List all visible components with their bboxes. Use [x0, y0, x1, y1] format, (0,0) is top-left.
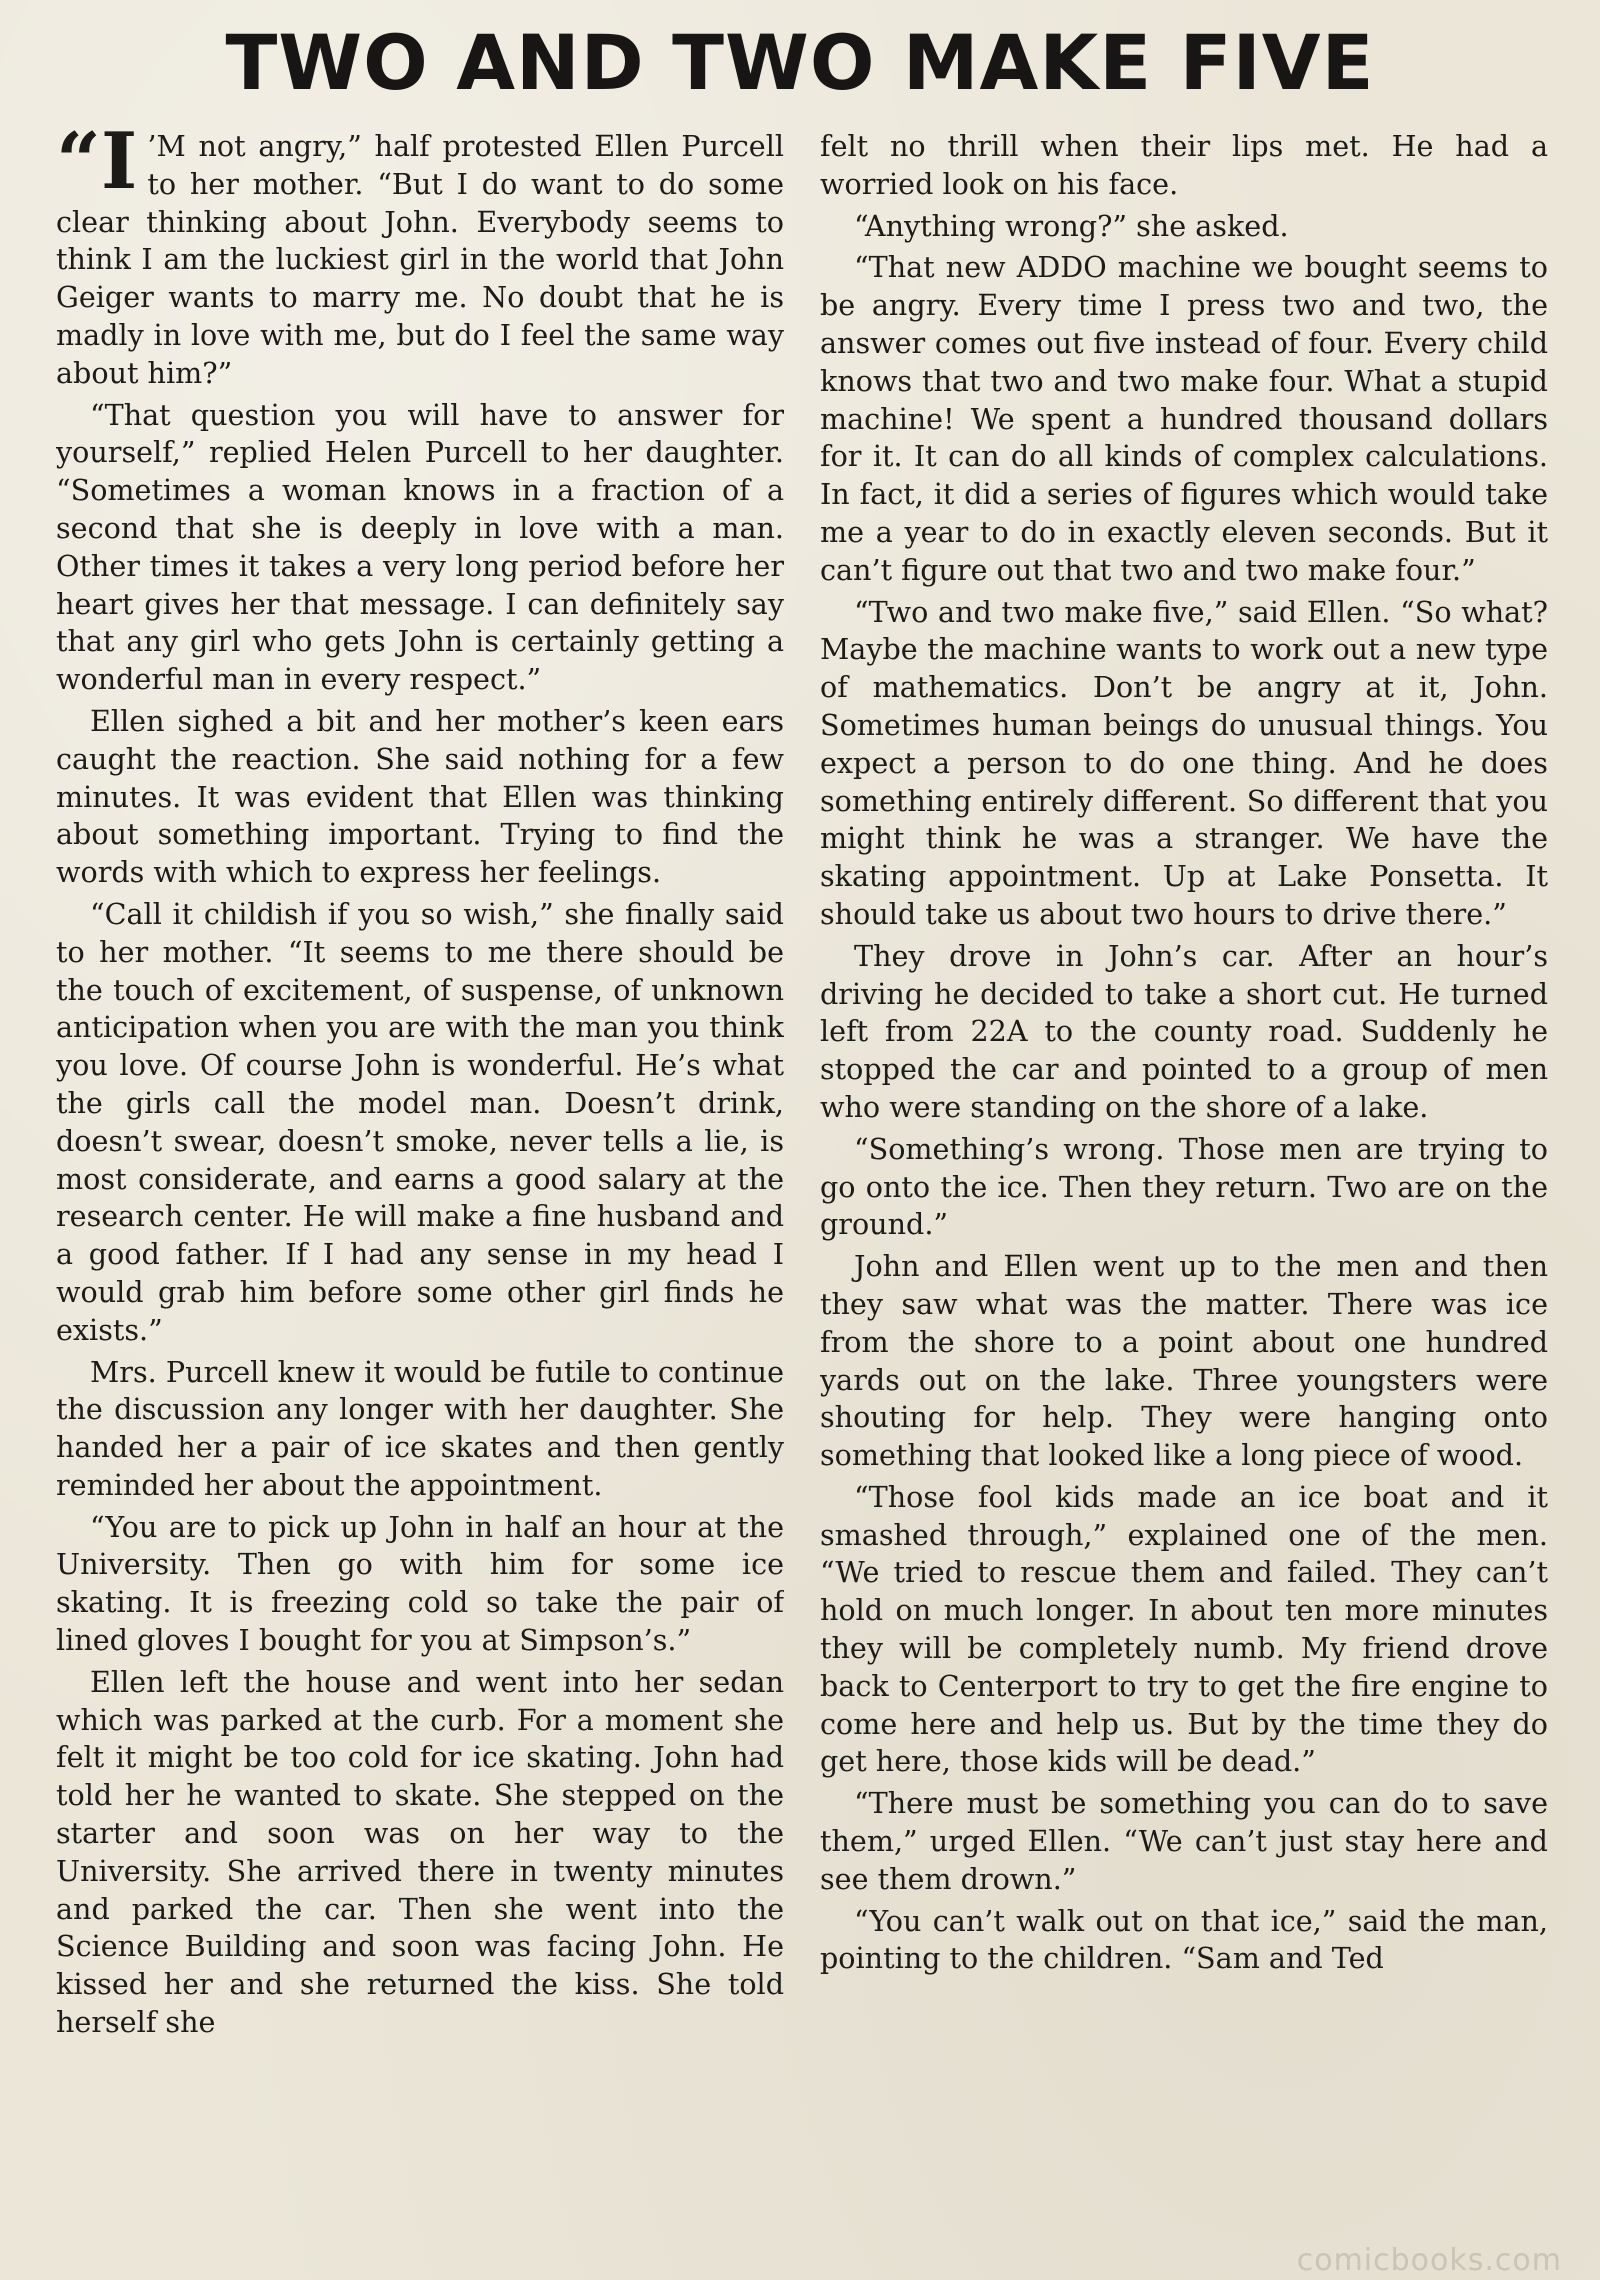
paragraph: They drove in John’s car. After an hour’s driving he decided to take a short cut. He turned left from 22A to the county road. Suddenly he stopped the car and pointed to a group of men who were standing on the shore of a lake.: [820, 938, 1548, 1124]
drop-cap: “I: [56, 128, 138, 207]
paragraph: “You are to pick up John in half an hour at the University. Then go with him for some ice skating. It is freezing cold so take the pair of lined gloves I bought for you at Simpson’s.”: [56, 1509, 784, 1658]
paragraph: “That question you will have to answer for yourself,” replied Helen Purcell to her daughter. “Sometimes a woman knows in a fraction of a second that she is deeply in love with a man. Other times it takes a very long period before her heart gives her that message. I can definitely say that any girl who gets John is certainly getting a wonderful man in every respect.”: [56, 397, 784, 697]
text-columns: [56, 128, 1548, 2253]
paragraph: “Those fool kids made an ice boat and it smashed through,” explained one of the men. “We tried to rescue them and failed. They can’t hold on much longer. In about ten more minutes they will be completely numb. My friend drove back to Centerport to try to get the fire engine to come here and help us. But by the time they do get here, those kids will be dead.”: [820, 1479, 1548, 1779]
paragraph: “Call it childish if you so wish,” she finally said to her mother. “It seems to me there should be the touch of excitement, of suspense, of unknown anticipation when you are with the man you think you love. Of course John is wonderful. He’s what the girls call the model man. Doesn’t drink, doesn’t swear, doesn’t smoke, never tells a lie, is most considerate, and earns a good salary at the research center. He will make a fine husband and a good father. If I had any sense in my head I would grab him before some other girl finds he exists.”: [56, 896, 784, 1347]
paragraph: Ellen sighed a bit and her mother’s keen ears caught the reaction. She said nothing for a few minutes. It was evident that Ellen was thinking about something important. Trying to find the words with which to express her feelings.: [56, 703, 784, 890]
paragraph: [56, 128, 784, 393]
story-title: TWO AND TWO MAKE FIVE: [225, 18, 1375, 107]
right-column: [820, 128, 1548, 2253]
paragraph: felt no thrill when their lips met. He had a worried look on his face.: [820, 129, 1548, 201]
paragraph: John and Ellen went up to the men and then they saw what was the matter. There was ice from the shore to a point about one hundred yards out on the lake. Three youngsters were shouting for help. They were hanging onto something that looked like a long piece of wood.: [820, 1249, 1548, 1473]
paragraph: “Something’s wrong. Those men are trying to go onto the ice. Then they return. Two are on the ground.”: [820, 1131, 1548, 1242]
paragraph: “That new ADDO machine we bought seems to be angry. Every time I press two and two, the answer comes out five instead of four. Every child knows that two and two make four. What a stupid machine! We spent a hundred thousand dollars for it. It can do all kinds of complex calculations. In fact, it did a series of figures which would take me a year to do in exactly eleven seconds. But it can’t figure out that two and two make four.”: [820, 250, 1548, 587]
left-column: [56, 128, 784, 2253]
paragraph-text: ’M not angry,” half protested Ellen Purcell to her mother. “But I do want to do some clear thinking about John. Everybody seems to think I am the luckiest girl in the world that John Geiger wants to marry me. No doubt that he is madly in love with me, but do I feel the same way about him?”: [56, 129, 784, 390]
site-watermark: comicbooks.com: [1296, 2243, 1562, 2278]
paragraph: Ellen left the house and went into her sedan which was parked at the curb. For a moment she felt it might be too cold for ice skating. John had told her he wanted to skate. She stepped on the starter and soon was on her way to the University. She arrived there in twenty minutes and parked the car. Then she went into the Science Building and soon was facing John. He kissed her and she returned the kiss. She told herself she: [56, 1664, 784, 2040]
paragraph: “You can’t walk out on that ice,” said the man, pointing to the children. “Sam and Ted: [820, 1903, 1548, 1976]
paragraph: Mrs. Purcell knew it would be futile to continue the discussion any longer with her daughter. She handed her a pair of ice skates and then gently reminded her about the appointment.: [56, 1354, 784, 1502]
paragraph: “There must be something you can do to save them,” urged Ellen. “We can’t just stay here and see them drown.”: [820, 1786, 1548, 1896]
paragraph: “Anything wrong?” she asked.: [854, 208, 1289, 243]
paragraph: “Two and two make five,” said Ellen. “So what? Maybe the machine wants to work out a new type of mathematics. Don’t be angry at it, John. Sometimes human beings do unusual things. You expect a person to do one thing. And he does something entirely different. So different that you might think he was a stranger. We have the skating appointment. Up at Lake Ponsetta. It should take us about two hours to drive there.”: [820, 594, 1548, 931]
